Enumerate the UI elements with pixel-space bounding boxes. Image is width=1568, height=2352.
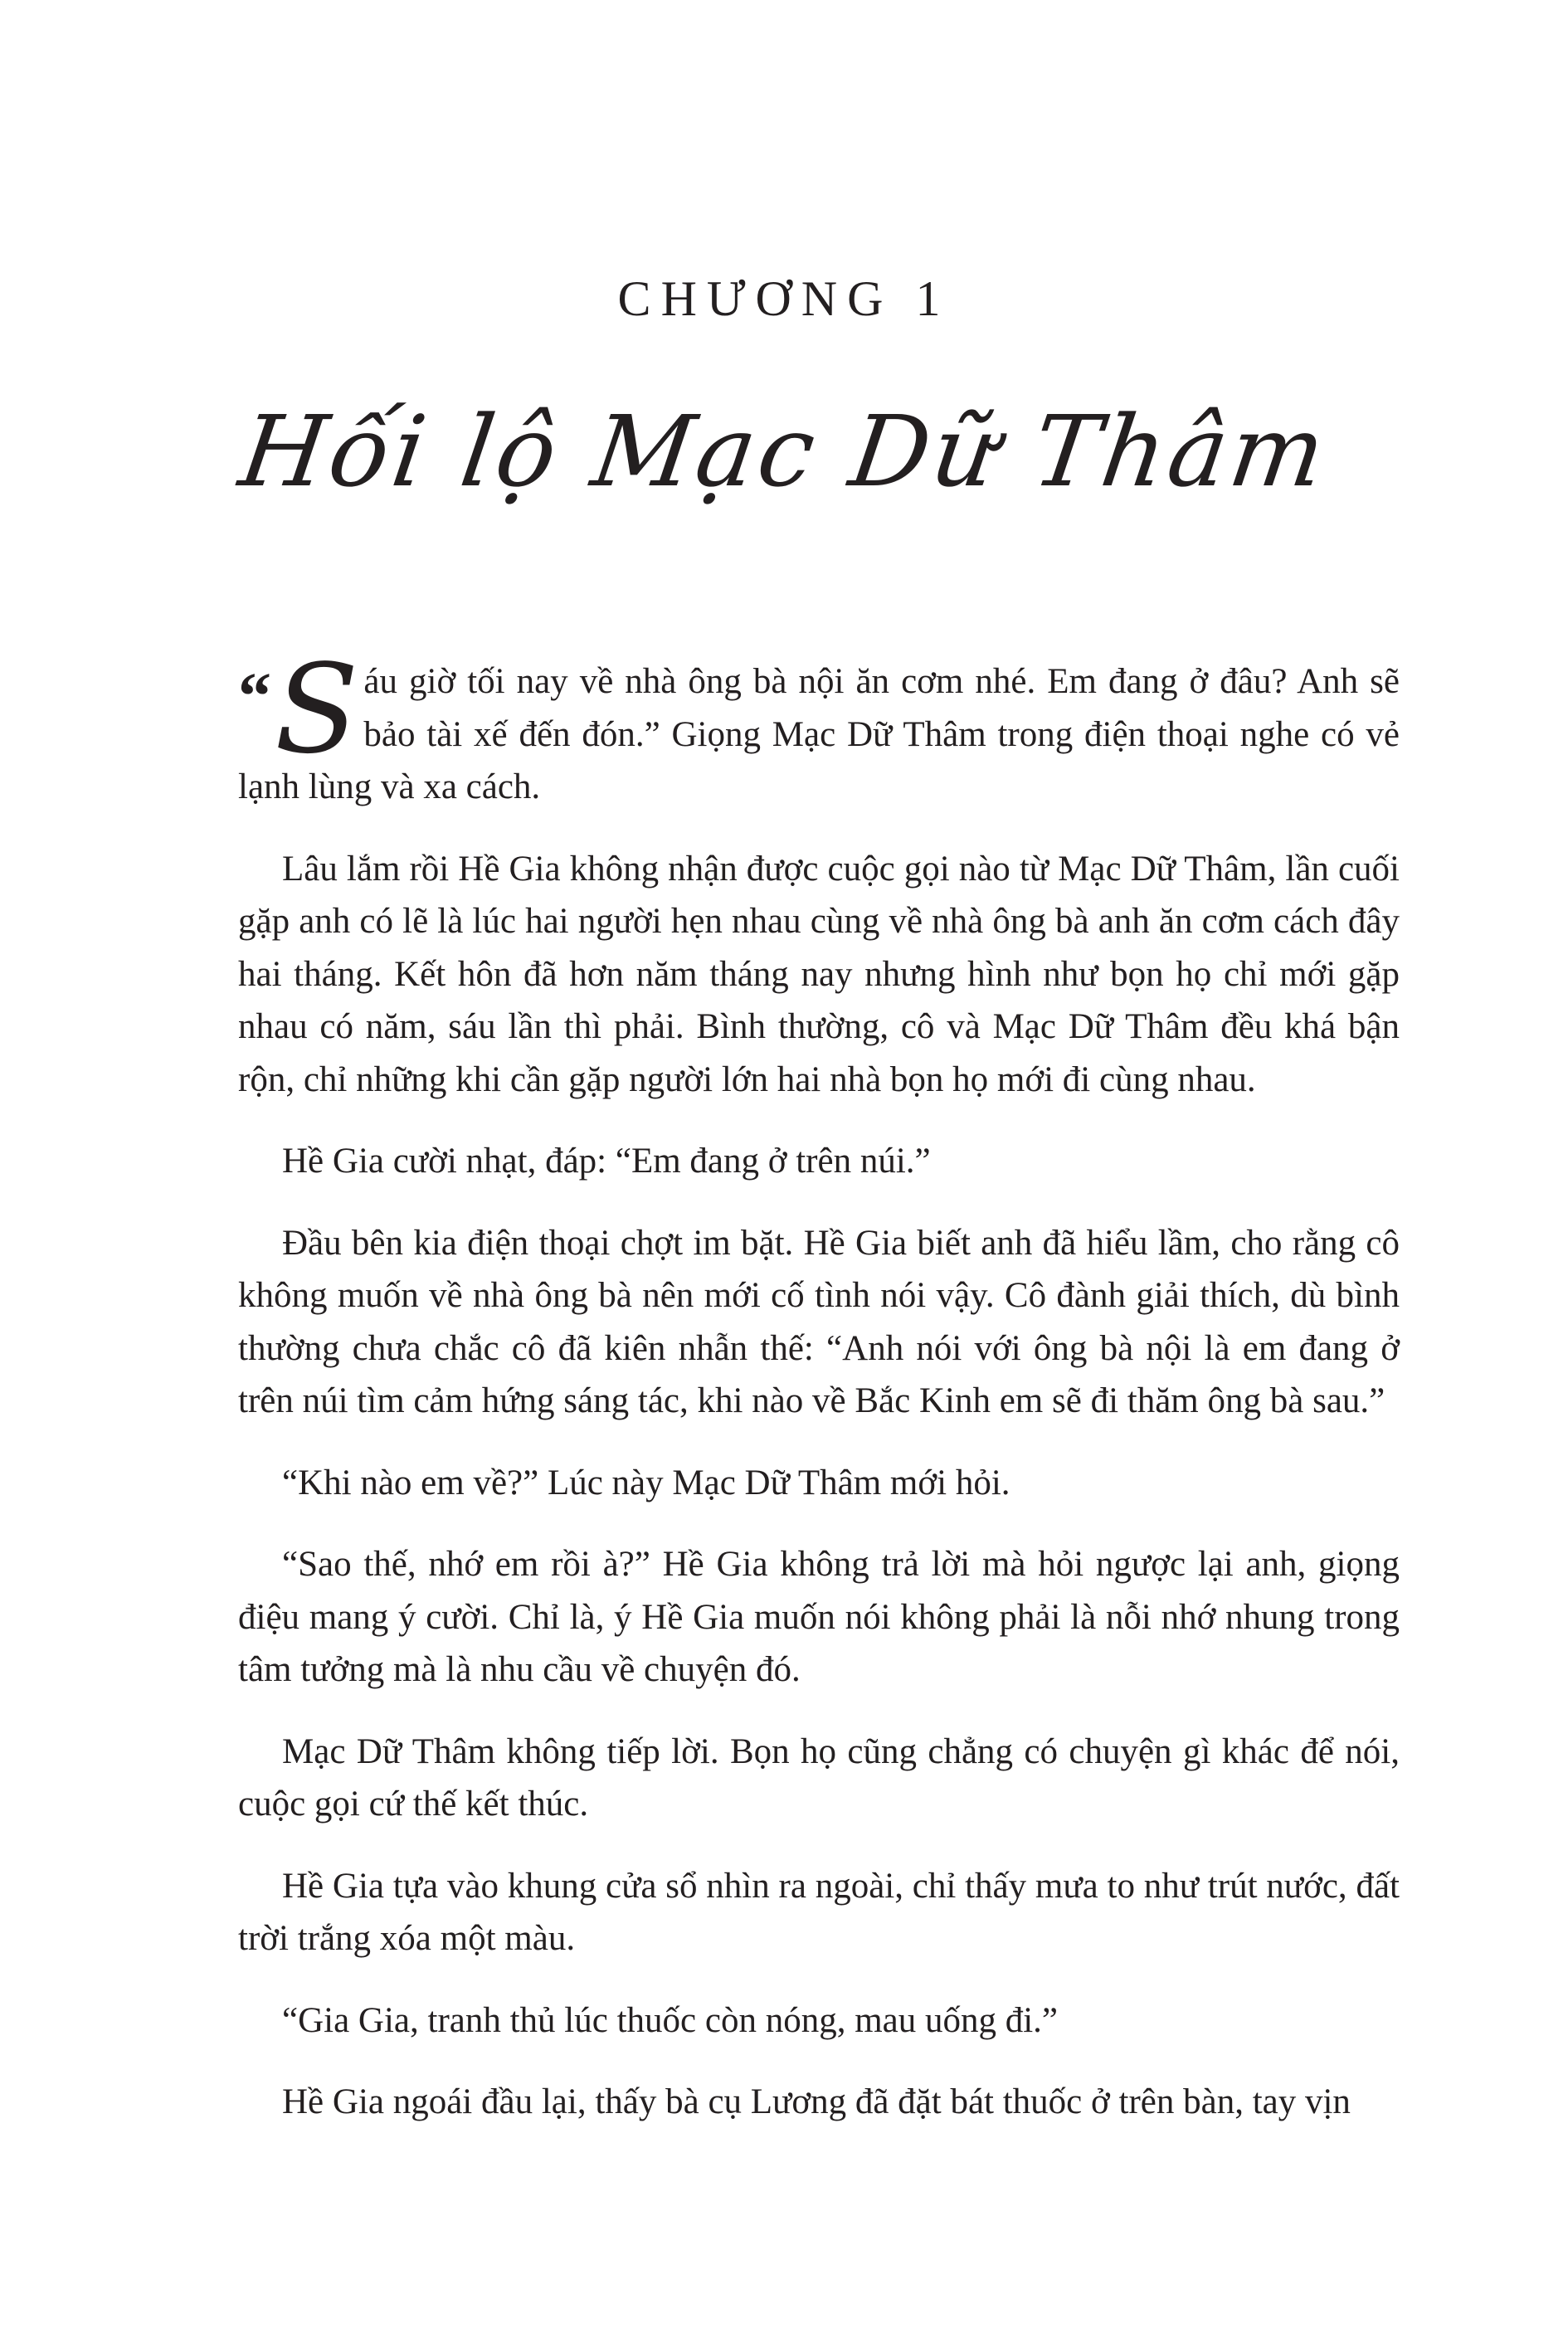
paragraph-3: Hề Gia cười nhạt, đáp: “Em đang ở trên núi.” — [282, 1142, 931, 1181]
drop-cap: S — [275, 638, 359, 781]
opening-quote-mark: “ — [238, 660, 271, 733]
paragraph-2: Lâu lắm rồi Hề Gia không nhận được cuộc gọi nào từ Mạc Dữ Thâm, lần cuối gặp anh có lẽ là lúc hai người hẹn nhau cùng về nhà ông bà anh ăn cơm cách đây hai tháng. Kết hôn đã hơn năm tháng nay nhưng hình như bọn họ chỉ mới gặp nhau có năm, sáu lần thì phải. Bình thường, cô và Mạc Dữ Thâm đều khá bận rộn, chỉ những khi cần gặp người lớn hai nhà bọn họ mới đi cùng nhau. — [238, 849, 1400, 1099]
paragraph-10: Hề Gia ngoái đầu lại, thấy bà cụ Lương đã đặt bát thuốc ở trên bàn, tay vịn — [282, 2082, 1351, 2121]
paragraph-6: “Sao thế, nhớ em rồi à?” Hề Gia không trả lời mà hỏi ngược lại anh, giọng điệu mang ý cười. Chỉ là, ý Hề Gia muốn nói không phải là nỗi nhớ nhung trong tâm tưởng mà là nhu cầu về chuyện đó. — [238, 1545, 1400, 1689]
paragraph-8: Hề Gia tựa vào khung cửa sổ nhìn ra ngoài, chỉ thấy mưa to như trút nước, đất trời trắng xóa một màu. — [238, 1866, 1400, 1958]
paragraph-1-text: áu giờ tối nay về nhà ông bà nội ăn cơm nhé. Em đang ở đâu? Anh sẽ bảo tài xế đến đón.” Giọng Mạc Dữ Thâm trong điện thoại nghe có vẻ lạnh lùng và xa cách. — [238, 662, 1400, 806]
paragraph-4: Đầu bên kia điện thoại chợt im bặt. Hề Gia biết anh đã hiểu lầm, cho rằng cô không muốn về nhà ông bà nên mới cố tình nói vậy. Cô đành giải thích, dù bình thường chưa chắc cô đã kiên nhẫn thế: “Anh nói với ông bà nội là em đang ở trên núi tìm cảm hứng sáng tác, khi nào về Bắc Kinh em sẽ đi thăm ông bà sau.” — [238, 1223, 1400, 1420]
paragraph-5: “Khi nào em về?” Lúc này Mạc Dữ Thâm mới hỏi. — [282, 1463, 1010, 1502]
chapter-body — [238, 638, 1400, 2158]
paragraph-7: Mạc Dữ Thâm không tiếp lời. Bọn họ cũng chẳng có chuyện gì khác để nói, cuộc gọi cứ thế kết thúc. — [238, 1731, 1400, 1824]
paragraph-9: “Gia Gia, tranh thủ lúc thuốc còn nóng, mau uống đi.” — [282, 2000, 1059, 2040]
paragraph-1 — [238, 638, 1400, 814]
chapter-title: Hối lộ Mạc Dữ Thâm — [233, 394, 1336, 509]
chapter-label: CHƯƠNG 1 — [617, 271, 951, 326]
